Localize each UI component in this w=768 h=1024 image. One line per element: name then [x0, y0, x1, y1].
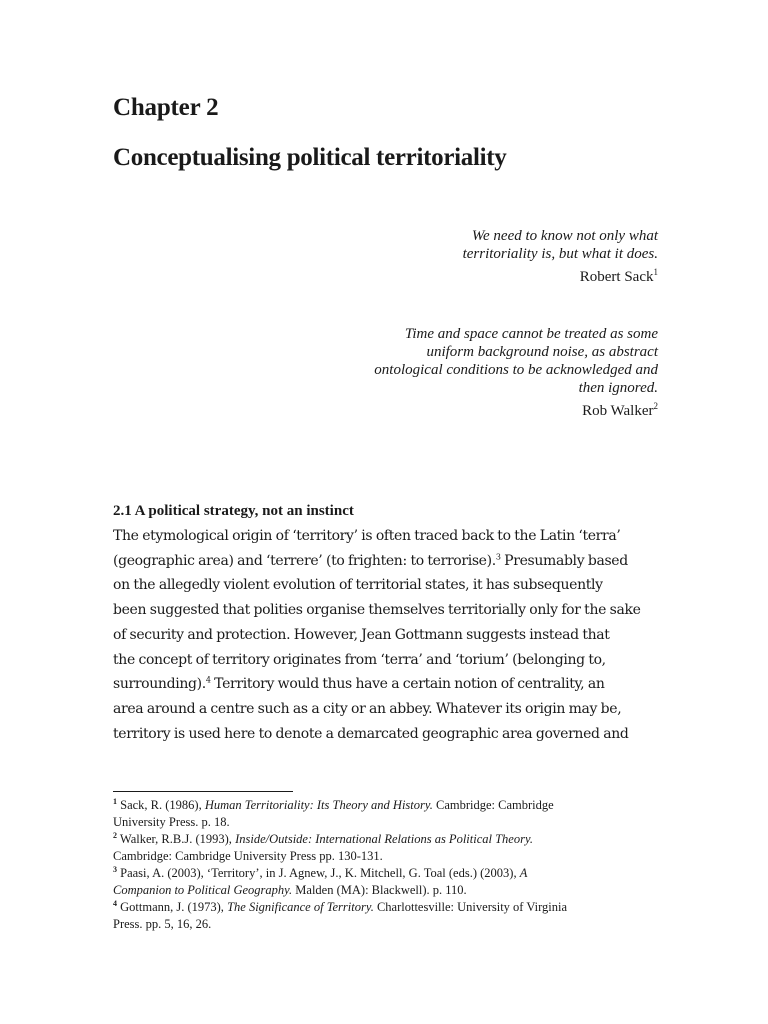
body-line: The etymological origin of ‘territory’ is often traced back to the Latin ‘terra’ — [113, 528, 621, 544]
epigraph-quote-line: Time and space cannot be treated as some — [404, 326, 658, 342]
footnote-2: $^2$ Walker, R.B.J. (1993), Inside/Outside: International Relations as Political Theory. Cambridge: Cambridge University Press pp. 130-131. — [113, 830, 533, 863]
body-line: territory is used here to denote a demarcated geographic area governed and — [113, 725, 629, 742]
body-line: area around a centre such as a city or an abbey. Whatever its origin may be, — [113, 700, 622, 717]
footnotes — [113, 797, 658, 933]
epigraph-author: Rob Walker$^2$ — [582, 401, 658, 419]
footnote-marker[interactable]: 1 — [653, 267, 658, 277]
body-line: the concept of territory originates from ‘terra’ and ‘torium’ (belonging to, — [113, 651, 606, 668]
footnote-1: $^1$ Sack, R. (1986), Human Territoriality: Its Theory and History. Cambridge: Cambridge University Press. p. 18. — [113, 796, 554, 829]
epigraph-quote-line: ontological conditions to be acknowledged and — [374, 362, 658, 378]
footnote-3: $^3$ Paasi, A. (2003), ‘Territory’, in J. Agnew, J., K. Mitchell, G. Toal (eds.) (2003), A Companion to Political Geography. Malden (MA): Blackwell). p. 110. — [113, 864, 528, 897]
body-line: been suggested that polities organise themselves territorially only for the sake — [113, 602, 641, 619]
footnote-marker[interactable]: 2 — [653, 401, 658, 411]
epigraph-quote-line: We need to know not only what — [471, 228, 658, 244]
epigraph-quote-line: then ignored. — [578, 380, 658, 396]
epigraph-walker — [374, 325, 658, 420]
epigraph-quote-line: territoriality is, but what it does. — [462, 246, 658, 262]
body-line: surrounding).$^4$ Territory would thus have a certain notion of centrality, an — [113, 675, 605, 693]
body-line: (geographic area) and ‘terrere’ (to frighten: to terrorise).$^3$ Presumably based — [113, 552, 628, 569]
body-paragraph — [113, 524, 658, 746]
footnote-4: $^4$ Gottmann, J. (1973), The Significance of Territory. Charlottesville: University of Virginia Press. pp. 5, 16, 26. — [113, 898, 568, 931]
chapter-label: Chapter 2 — [113, 94, 219, 121]
footnote-marker[interactable]: 4 — [205, 675, 211, 685]
chapter-title: Conceptualising political territoriality — [113, 144, 507, 171]
footnote-marker[interactable]: 3 — [495, 552, 501, 562]
body-line: of security and protection. However, Jean Gottmann suggests instead that — [113, 626, 610, 643]
footnote-separator — [113, 791, 293, 792]
book-page — [113, 0, 658, 1024]
epigraph-sack — [463, 227, 658, 286]
epigraph-author: Robert Sack$^1$ — [579, 267, 658, 285]
section-heading: 2.1 A political strategy, not an instinct — [113, 503, 354, 519]
body-line: on the allegedly violent evolution of territorial states, it has subsequently — [113, 577, 603, 594]
epigraph-quote-line: uniform background noise, as abstract — [426, 344, 658, 360]
